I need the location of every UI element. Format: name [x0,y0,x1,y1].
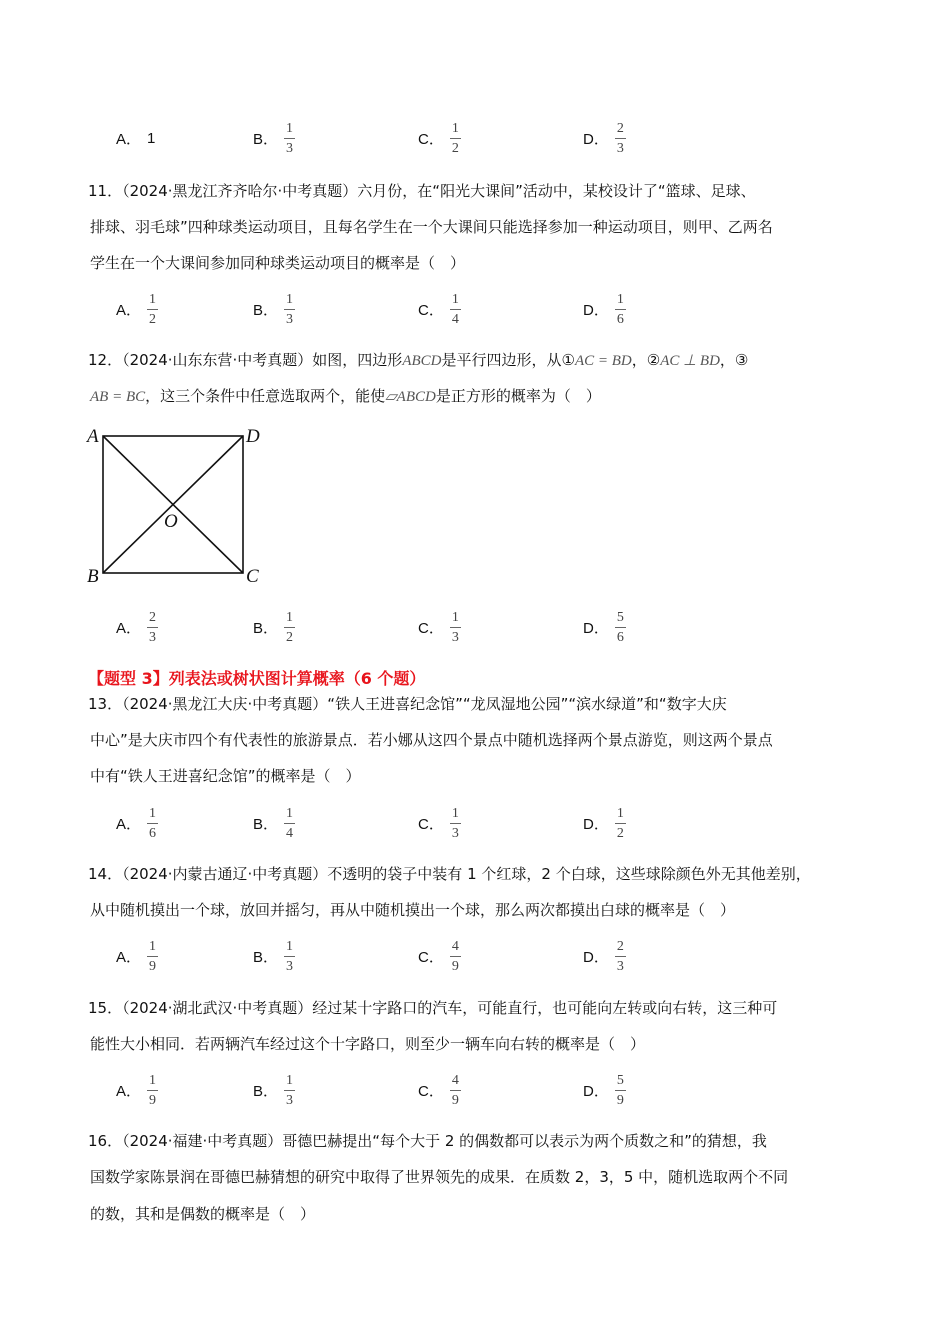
denominator: 3 [286,958,294,974]
q16-line-1: 16．（2024·福建·中考真题）哥德巴赫提出“每个大于 2 的偶数都可以表示为两个质数之和”的猜想，我 [88,1132,767,1150]
denominator: 3 [616,958,624,974]
q13-option-d[interactable] [583,803,626,843]
denominator: 9 [149,1092,157,1108]
q12-condition-3: AB = BC [90,389,146,405]
fraction [615,292,626,327]
denominator: 9 [451,1092,459,1108]
fraction [284,1073,295,1108]
numerator: 1 [286,291,294,307]
fraction [615,939,626,974]
numerator: 2 [616,120,624,136]
q12-abcd: ABCD [402,353,442,369]
option-letter: A． [116,301,142,319]
q14-option-d[interactable] [583,936,626,976]
q15-options [116,1070,816,1110]
numerator: 1 [149,805,157,821]
numerator: 5 [616,609,624,625]
fraction [450,292,461,327]
q11-option-d[interactable] [583,289,626,329]
fraction [450,939,461,974]
fraction [615,1073,626,1108]
q13-line-2: 中心”是大庆市四个有代表性的旅游景点．若小娜从这四个景点中随机选择两个景点游览，则这两个景点 [90,731,773,749]
option-letter: C． [418,301,444,319]
numerator: 1 [149,1072,157,1088]
fraction [147,610,158,645]
numerator: 1 [286,609,294,625]
q11-line-1: 11．（2024·黑龙江齐齐哈尔·中考真题）六月份，在“阳光大课间”活动中，某校设计了“篮球、足球、 [88,182,756,200]
fraction [284,121,295,156]
numerator: 1 [286,1072,294,1088]
q14-line-1: 14．（2024·内蒙古通辽·中考真题）不透明的袋子中装有 1 个红球，2 个白球，这些球除颜色外无其他差别， [88,865,811,883]
q16-line-2: 国数学家陈景润在哥德巴赫猜想的研究中取得了世界领先的成果．在质数 2，3，5 中，随机选取两个不同 [90,1168,789,1186]
q13-option-b[interactable] [253,803,295,843]
denominator: 2 [149,311,157,327]
q15-option-d[interactable] [583,1070,626,1110]
q13-option-c[interactable] [418,803,461,843]
q12-line-2 [90,385,601,408]
option-letter: C． [418,815,444,833]
fraction [450,806,461,841]
option-letter: A． [116,619,142,637]
q12-line-1 [88,349,748,372]
q12-text-c: ，② [631,351,661,369]
q13-line-1: 13．（2024·黑龙江大庆·中考真题）“铁人王进喜纪念馆”“龙凤湿地公园”“滨水绿道”和“数字大庆 [88,695,727,713]
q11-option-b[interactable] [253,289,295,329]
option-letter: D． [583,948,609,966]
denominator: 9 [149,958,157,974]
numerator: 1 [616,291,624,307]
option-letter: D． [583,130,609,148]
q12-option-b[interactable] [253,607,295,647]
section-heading: 【题型 3】列表法或树状图计算概率（6 个题） [88,669,426,688]
numerator: 1 [616,805,624,821]
denominator: 3 [451,629,459,645]
q12-text-f: 是正方形的概率为（ ） [435,387,601,405]
q10-option-a[interactable] [116,118,155,158]
denominator: 3 [286,140,294,156]
denominator: 3 [451,825,459,841]
denominator: 4 [286,825,294,841]
vertex-label-d: D [246,426,260,447]
q10-options [116,118,816,158]
numerator: 1 [149,938,157,954]
numerator: 4 [451,1072,459,1088]
option-letter: C． [418,130,444,148]
q12-parallelogram: ▱ABCD [385,389,436,405]
q13-option-a[interactable] [116,803,158,843]
q15-line-2: 能性大小相同．若两辆汽车经过这个十字路口，则至少一辆车向右转的概率是（ ） [90,1035,646,1053]
q12-text-e: ，这三个条件中任意选取两个，能使 [145,387,386,405]
fraction [147,806,158,841]
fraction [615,610,626,645]
option-letter: A． [116,1082,142,1100]
option-letter: D． [583,301,609,319]
q14-line-2: 从中随机摸出一个球，放回并摇匀，再从中随机摸出一个球，那么两次都摸出白球的概率是（ ） [90,901,736,919]
option-letter: C． [418,948,444,966]
q12-option-a[interactable] [116,607,158,647]
fraction [615,121,626,156]
vertex-label-a: A [87,426,99,447]
option-letter: A． [116,130,142,148]
vertex-label-b: B [87,566,99,587]
q12-condition-2: AC ⊥ BD [660,353,720,369]
option-letter: A． [116,815,142,833]
q12-condition-1: AC = BD [574,353,632,369]
q11-line-2: 排球、羽毛球”四种球类运动项目，且每名学生在一个大课间只能选择参加一种运动项目，则甲、乙两名 [90,218,773,236]
denominator: 3 [616,140,624,156]
q14-option-a[interactable] [116,936,158,976]
q11-option-c[interactable] [418,289,461,329]
denominator: 4 [451,311,459,327]
q10-option-d[interactable] [583,118,626,158]
numerator: 1 [451,609,459,625]
q12-text-d: ，③ [719,351,749,369]
denominator: 3 [286,1092,294,1108]
q12-option-d[interactable] [583,607,626,647]
q14-options [116,936,816,976]
fraction [450,1073,461,1108]
option-letter: B． [253,815,279,833]
denominator: 9 [451,958,459,974]
fraction [450,121,461,156]
q10-option-b[interactable] [253,118,295,158]
fraction [615,806,626,841]
q12-square-figure [80,420,270,592]
numerator: 1 [451,120,459,136]
option-letter: C． [418,1082,444,1100]
numerator: 2 [149,609,157,625]
fraction [284,806,295,841]
q12-text-b: 是平行四边形，从① [441,351,575,369]
q11-option-a[interactable] [116,289,158,329]
q14-option-c[interactable] [418,936,461,976]
q15-option-a[interactable] [116,1070,158,1110]
center-label-o: O [164,511,178,532]
vertex-label-c: C [246,566,259,587]
numerator: 4 [451,938,459,954]
option-letter: B． [253,619,279,637]
option-value: 1 [147,129,156,147]
numerator: 5 [616,1072,624,1088]
denominator: 6 [616,629,624,645]
denominator: 6 [616,311,624,327]
option-letter: D． [583,1082,609,1100]
option-letter: C． [418,619,444,637]
q12-options [116,607,816,647]
denominator: 2 [616,825,624,841]
denominator: 2 [451,140,459,156]
q16-line-3: 的数，其和是偶数的概率是（ ） [90,1205,316,1223]
numerator: 1 [451,291,459,307]
q15-option-b[interactable] [253,1070,295,1110]
q12-option-c[interactable] [418,607,461,647]
denominator: 3 [149,629,157,645]
numerator: 1 [451,805,459,821]
numerator: 1 [286,938,294,954]
option-letter: B． [253,130,279,148]
fraction [450,610,461,645]
fraction [147,1073,158,1108]
option-letter: B． [253,301,279,319]
numerator: 2 [616,938,624,954]
q11-options [116,289,816,329]
denominator: 6 [149,825,157,841]
option-letter: D． [583,815,609,833]
q15-option-c[interactable] [418,1070,461,1110]
numerator: 1 [286,805,294,821]
q10-option-c[interactable] [418,118,461,158]
fraction [284,939,295,974]
denominator: 9 [616,1092,624,1108]
option-letter: B． [253,1082,279,1100]
fraction [147,939,158,974]
fraction [147,292,158,327]
q13-options [116,803,816,843]
fraction [284,610,295,645]
q13-line-3: 中有“铁人王进喜纪念馆”的概率是（ ） [90,767,361,785]
denominator: 2 [286,629,294,645]
option-letter: D． [583,619,609,637]
option-letter: A． [116,948,142,966]
numerator: 1 [149,291,157,307]
fraction [284,292,295,327]
denominator: 3 [286,311,294,327]
q11-line-3: 学生在一个大课间参加同种球类运动项目的概率是（ ） [90,254,466,272]
q12-text-a: 12．（2024·山东东营·中考真题）如图，四边形 [88,351,403,369]
q15-line-1: 15．（2024·湖北武汉·中考真题）经过某十字路口的汽车，可能直行，也可能向左转或向右转，这三种可 [88,999,778,1017]
q14-option-b[interactable] [253,936,295,976]
numerator: 1 [286,120,294,136]
option-letter: B． [253,948,279,966]
